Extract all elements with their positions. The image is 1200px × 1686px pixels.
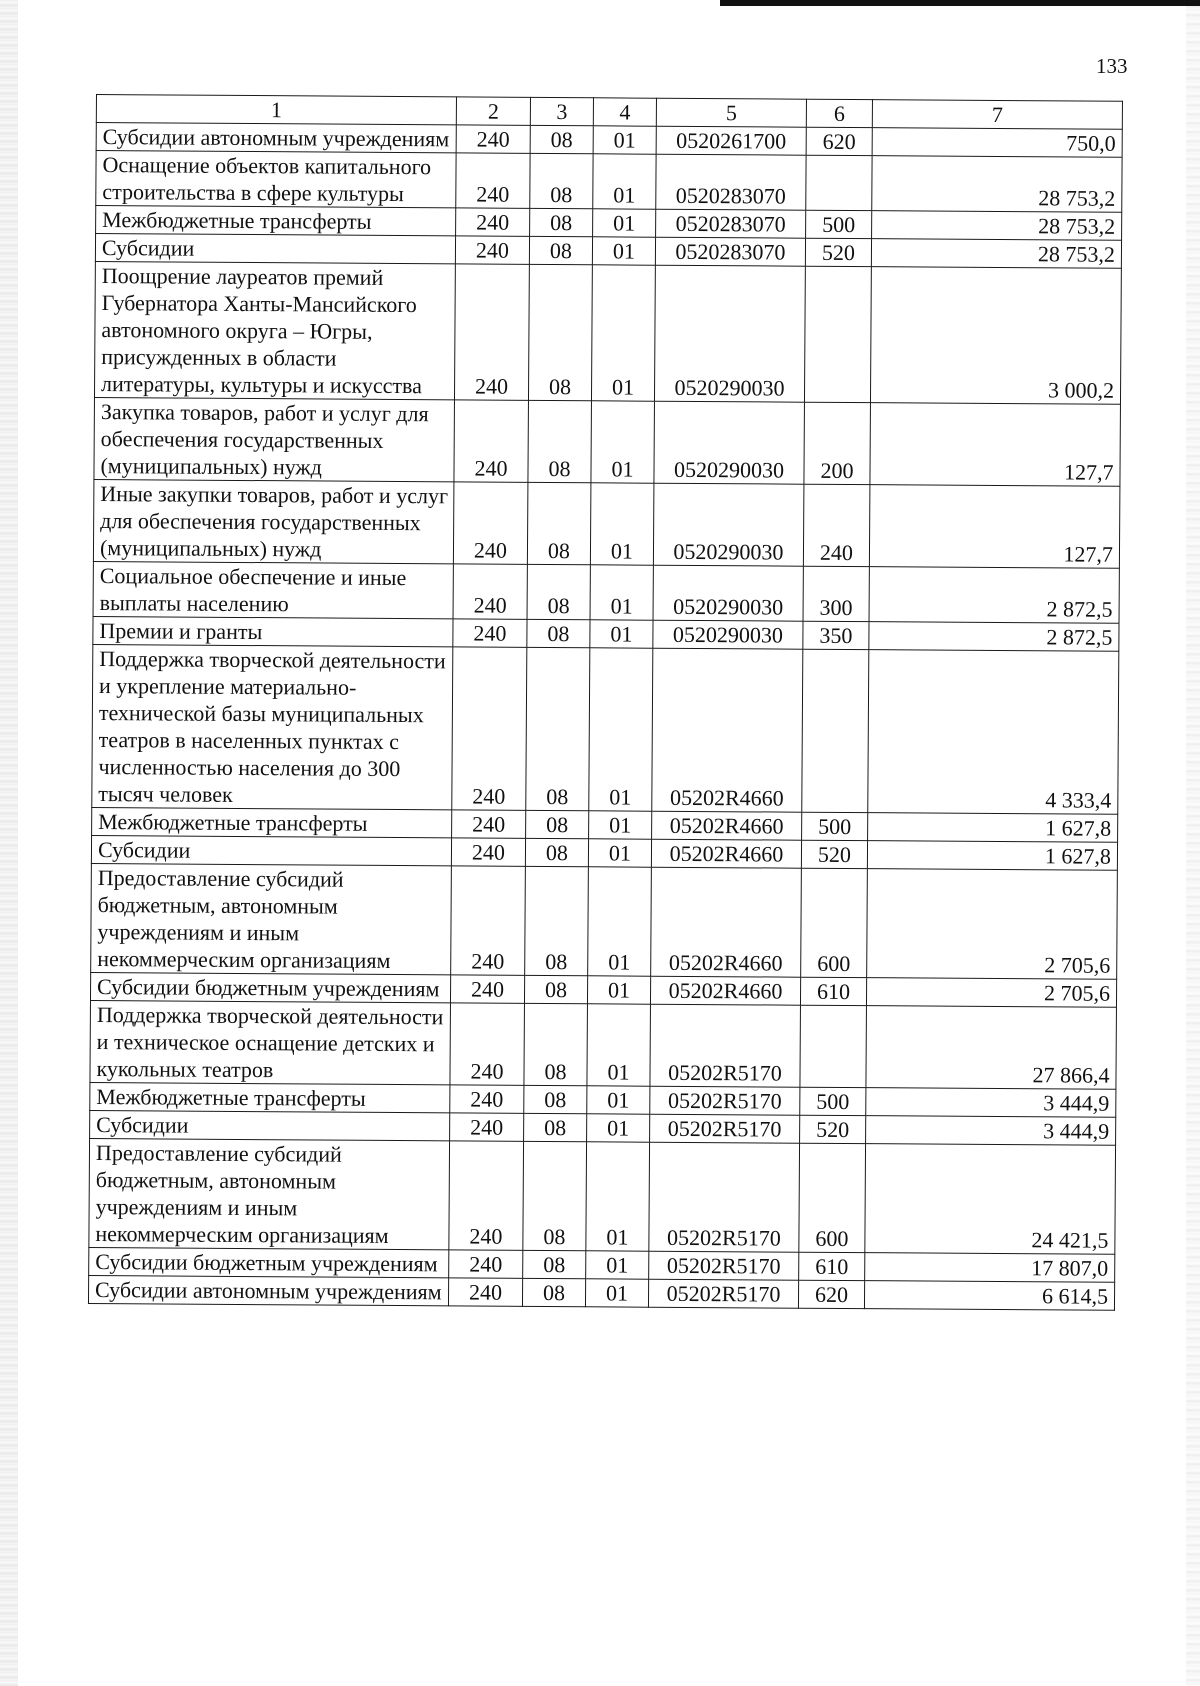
cell-name: Субсидии (95, 234, 455, 264)
cell-code-5: 05202R5170 (650, 1086, 800, 1115)
cell-code-5: 0520290030 (654, 401, 805, 484)
cell-code-3: 08 (524, 975, 587, 1003)
cell-code-2: 240 (450, 1085, 524, 1113)
cell-amount: 2 705,6 (867, 869, 1118, 980)
cell-code-2: 240 (454, 264, 529, 400)
cell-code-2: 240 (451, 866, 526, 975)
cell-amount: 127,7 (869, 485, 1120, 569)
cell-code-5: 0520283070 (656, 209, 806, 238)
cell-code-6: 500 (802, 812, 868, 840)
table-row (89, 1138, 1116, 1254)
cell-code-5: 0520290030 (653, 483, 804, 566)
cell-amount: 2 872,5 (869, 622, 1119, 652)
cell-name: Предоставление субсидий бюджетным, автономным учреждениям и иным некоммерческим организациям (91, 863, 452, 974)
cell-name: Премии и гранты (93, 616, 453, 646)
cell-amount: 127,7 (870, 403, 1121, 487)
cell-code-4: 01 (593, 209, 656, 237)
cell-code-6 (800, 1005, 867, 1087)
cell-code-4: 01 (587, 1114, 650, 1142)
table-row (94, 261, 1121, 404)
cell-amount: 28 753,2 (872, 211, 1122, 241)
cell-code-6: 620 (798, 1280, 864, 1308)
cell-name: Субсидии бюджетным учреждениям (89, 1247, 449, 1277)
cell-code-6: 520 (800, 1115, 866, 1143)
header-col-1: 1 (96, 95, 456, 125)
cell-code-6: 610 (799, 1252, 865, 1280)
cell-code-3: 08 (527, 619, 590, 647)
cell-name: Субсидии автономным учреждениям (96, 123, 456, 153)
cell-code-2: 240 (454, 400, 529, 482)
cell-code-2: 240 (453, 482, 528, 564)
cell-code-5: 05202R4660 (652, 648, 803, 812)
cell-code-6: 350 (803, 621, 869, 649)
cell-code-2: 240 (452, 647, 527, 810)
table-row (88, 1275, 1114, 1310)
cell-code-3: 08 (525, 838, 588, 866)
table-row (90, 1000, 1117, 1089)
cell-code-2: 240 (449, 1141, 524, 1250)
cell-code-4: 01 (589, 811, 652, 839)
cell-code-2: 240 (456, 153, 530, 208)
cell-code-4: 01 (590, 565, 653, 620)
cell-code-2: 240 (450, 1113, 524, 1141)
header-col-6: 6 (806, 99, 872, 127)
cell-code-6: 200 (804, 402, 871, 484)
scan-top-bar (720, 0, 1200, 6)
cell-code-3: 08 (524, 1085, 587, 1113)
cell-name: Поддержка творческой деятельности и техническое оснащение детских и кукольных театров (90, 1000, 451, 1084)
cell-code-3: 08 (523, 1141, 587, 1250)
cell-code-4: 01 (587, 1004, 651, 1086)
cell-amount: 28 753,2 (871, 239, 1121, 269)
scan-edge-right (1186, 0, 1200, 1686)
cell-code-6: 520 (805, 238, 871, 266)
header-col-3: 3 (530, 97, 593, 125)
cell-code-3: 08 (525, 866, 589, 975)
cell-amount: 6 614,5 (864, 1281, 1114, 1311)
cell-amount: 2 705,6 (866, 978, 1116, 1008)
cell-code-3: 08 (529, 236, 592, 264)
cell-code-5: 0520283070 (656, 154, 806, 210)
cell-name: Оснащение объектов капитального строительства в сфере культуры (96, 151, 456, 208)
cell-code-5: 05202R4660 (652, 811, 802, 840)
cell-code-5: 0520290030 (653, 620, 803, 649)
cell-name: Субсидии (90, 1110, 450, 1140)
page-number: 133 (1096, 54, 1128, 78)
cell-code-3: 08 (524, 1113, 587, 1141)
cell-code-5: 0520283070 (655, 237, 805, 266)
cell-code-5: 0520290030 (654, 265, 805, 402)
cell-code-6: 500 (806, 210, 872, 238)
cell-amount: 3 000,2 (870, 267, 1121, 405)
cell-amount: 4 333,4 (868, 650, 1119, 815)
cell-amount: 2 872,5 (869, 567, 1119, 624)
cell-amount: 750,0 (872, 128, 1122, 158)
cell-code-2: 240 (451, 838, 525, 866)
cell-code-4: 01 (588, 867, 652, 976)
cell-name: Иные закупки товаров, работ и услуг для обеспечения государственных (муниципальных) нужд (93, 479, 454, 563)
cell-name: Предоставление субсидий бюджетным, автономным учреждениям и иным некоммерческим организациям (89, 1138, 450, 1249)
cell-code-4: 01 (589, 648, 653, 811)
cell-name: Субсидии (91, 835, 451, 865)
cell-code-4: 01 (588, 839, 651, 867)
cell-code-3: 08 (528, 400, 592, 482)
cell-code-5: 05202R5170 (650, 1114, 800, 1143)
cell-code-5: 05202R4660 (651, 839, 801, 868)
cell-code-5: 05202R4660 (651, 867, 802, 977)
cell-code-4: 01 (585, 1279, 648, 1307)
cell-code-4: 01 (586, 1251, 649, 1279)
cell-name: Поддержка творческой деятельности и укрепление материально-технической базы муниципальных театров в населенных пунктах с численностью населения до 300 тысяч человек (92, 644, 453, 809)
cell-code-5: 0520290030 (653, 565, 803, 621)
cell-code-2: 240 (453, 564, 527, 619)
cell-name: Межбюджетные трансферты (92, 807, 452, 837)
cell-code-6: 520 (801, 840, 867, 868)
cell-code-3: 08 (522, 1278, 585, 1306)
table-body (88, 123, 1122, 1311)
cell-amount: 3 444,9 (866, 1116, 1116, 1146)
cell-code-5: 05202R4660 (650, 976, 800, 1005)
scan-edge-left (0, 0, 18, 1686)
cell-amount: 1 627,8 (867, 841, 1117, 871)
cell-code-4: 01 (591, 265, 655, 401)
table-row (91, 863, 1118, 979)
cell-code-3: 08 (530, 208, 593, 236)
cell-code-4: 01 (587, 1086, 650, 1114)
cell-code-3: 08 (526, 810, 589, 838)
cell-code-3: 08 (527, 564, 590, 619)
cell-code-6 (802, 649, 869, 812)
cell-code-3: 08 (523, 1250, 586, 1278)
cell-code-2: 240 (448, 1278, 522, 1306)
cell-code-6: 610 (800, 977, 866, 1005)
cell-amount: 17 807,0 (865, 1253, 1115, 1283)
cell-code-3: 08 (528, 264, 592, 400)
cell-code-3: 08 (530, 153, 593, 208)
cell-code-3: 08 (524, 1003, 588, 1085)
cell-code-5: 05202R5170 (648, 1279, 798, 1308)
cell-code-5: 0520261700 (656, 126, 806, 155)
header-col-7: 7 (872, 100, 1122, 130)
cell-code-2: 240 (456, 208, 530, 236)
cell-amount: 28 753,2 (872, 156, 1122, 213)
cell-code-4: 01 (593, 154, 656, 209)
cell-code-3: 08 (530, 125, 593, 153)
header-col-4: 4 (593, 98, 656, 126)
cell-code-6: 600 (799, 1143, 866, 1252)
budget-table (88, 94, 1123, 1311)
cell-name: Субсидии бюджетным учреждениям (90, 972, 450, 1002)
cell-code-6 (806, 155, 872, 210)
cell-code-6: 600 (801, 868, 868, 977)
cell-code-2: 240 (453, 619, 527, 647)
table-row (93, 561, 1119, 623)
cell-amount: 27 866,4 (866, 1006, 1117, 1090)
cell-code-6 (804, 266, 871, 402)
cell-code-4: 01 (590, 483, 654, 565)
cell-code-6: 620 (806, 127, 872, 155)
cell-code-3: 08 (527, 482, 591, 564)
cell-code-2: 240 (456, 125, 530, 153)
cell-name: Поощрение лауреатов премий Губернатора Ханты-Мансийского автономного округа – Югры, присужденных в области литературы, культуры и искусства (94, 261, 455, 399)
cell-code-2: 240 (455, 236, 529, 264)
cell-name: Межбюджетные трансферты (90, 1082, 450, 1112)
header-col-2: 2 (456, 97, 530, 125)
table-row (92, 644, 1119, 814)
cell-code-6: 300 (803, 566, 869, 621)
cell-amount: 3 444,9 (866, 1088, 1116, 1118)
cell-name: Социальное обеспечение и иные выплаты населению (93, 561, 453, 618)
cell-code-2: 240 (452, 810, 526, 838)
cell-code-2: 240 (449, 1250, 523, 1278)
cell-code-4: 01 (592, 237, 655, 265)
budget-table-wrapper (88, 94, 1122, 1311)
cell-code-4: 01 (591, 401, 655, 483)
cell-code-4: 01 (590, 620, 653, 648)
table-row (93, 479, 1120, 568)
cell-code-5: 05202R5170 (649, 1251, 799, 1280)
cell-code-5: 05202R5170 (649, 1142, 800, 1252)
cell-code-4: 01 (593, 126, 656, 154)
cell-code-3: 08 (526, 647, 590, 810)
cell-code-5: 05202R5170 (650, 1004, 801, 1087)
cell-name: Субсидии автономным учреждениям (88, 1275, 448, 1305)
cell-amount: 24 421,5 (865, 1144, 1116, 1255)
cell-code-2: 240 (450, 1003, 525, 1085)
header-col-5: 5 (656, 98, 806, 127)
cell-code-4: 01 (587, 976, 650, 1004)
cell-code-6: 240 (803, 484, 870, 566)
cell-amount: 1 627,8 (868, 813, 1118, 843)
cell-name: Межбюджетные трансферты (96, 206, 456, 236)
table-row (94, 397, 1121, 486)
cell-code-4: 01 (586, 1142, 650, 1251)
cell-name: Закупка товаров, работ и услуг для обеспечения государственных (муниципальных) нужд (94, 397, 455, 481)
cell-code-6: 500 (800, 1087, 866, 1115)
cell-code-2: 240 (450, 975, 524, 1003)
table-row (96, 151, 1122, 213)
